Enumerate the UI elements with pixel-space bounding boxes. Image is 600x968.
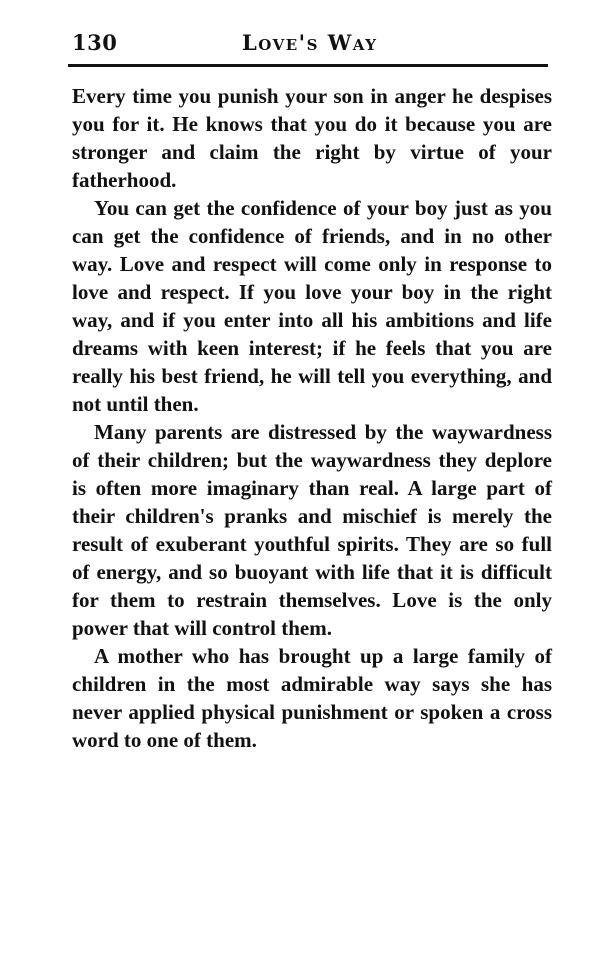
paragraph: A mother who has brought up a large family of children in the most admirable way says she has never applied physical punishment or spoken a cross word to one of them. [72, 644, 552, 752]
running-header [72, 24, 548, 60]
header-rule [68, 64, 548, 67]
paragraph: Every time you punish your son in anger he despises you for it. He knows that you do it because you are stronger and claim the right by virtue of your fatherhood. [72, 84, 552, 192]
body-text [72, 82, 552, 754]
paragraph: Many parents are distressed by the waywardness of their children; but the waywardness they deplore is often more imaginary than real. A large part of their children's pranks and mischief is merely the result of exuberant youthful spirits. They are so full of energy, and so buoyant with life that it is difficult for them to restrain themselves. Love is the only power that will control them. [72, 420, 552, 640]
running-title: Love's Way [242, 30, 378, 55]
paragraph: You can get the confidence of your boy just as you can get the confidence of friends, and in no other way. Love and respect will come only in response to love and respect. If you love your boy in the right way, and if you enter into all his ambitions and life dreams with keen interest; if he feels that you are really his best friend, he will tell you everything, and not until then. [72, 196, 552, 416]
page-number: 130 [72, 30, 118, 55]
